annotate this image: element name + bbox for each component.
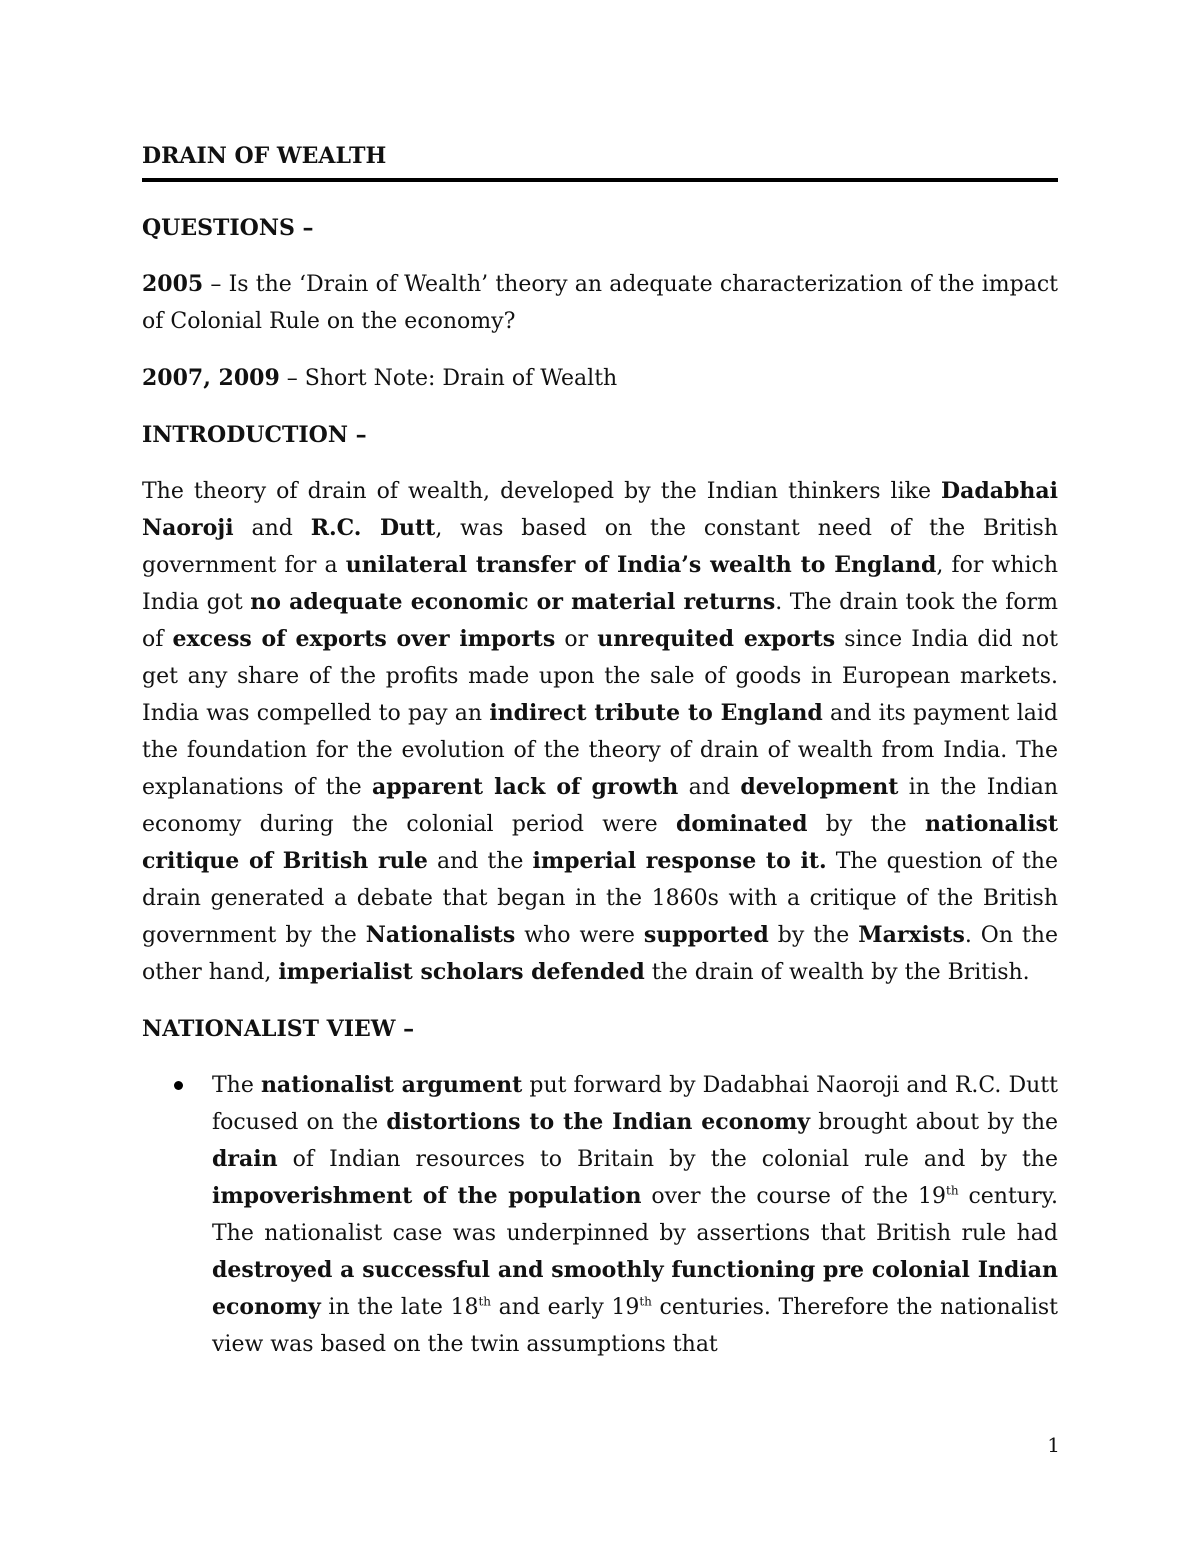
text-run: since India did not get any share of the profits made upon the sale of goods in European markets. India was compelled to pay an bbox=[142, 627, 1058, 726]
title-rule bbox=[142, 138, 1058, 182]
text-run: put forward by Dadabhai Naoroji and R.C. Dutt focused on the bbox=[212, 1073, 1058, 1135]
bold-run: imperialist scholars defended bbox=[278, 959, 645, 985]
bold-run: drain bbox=[212, 1146, 278, 1172]
document-page bbox=[142, 138, 1058, 1363]
list-item bbox=[142, 1067, 1058, 1363]
text-run: and bbox=[678, 775, 741, 800]
text-run: century. The nationalist case was underpinned by assertions that British rule had bbox=[212, 1184, 1058, 1246]
question-2007-2009 bbox=[142, 360, 1058, 397]
bold-run: Dadabhai Naoroji bbox=[142, 478, 1058, 541]
text-run: brought about by the bbox=[810, 1110, 1059, 1135]
superscript: th bbox=[946, 1183, 959, 1198]
question-text: – Short Note: Drain of Wealth bbox=[279, 366, 618, 391]
nationalist-view-list bbox=[142, 1067, 1058, 1363]
bold-run: Nationalists bbox=[365, 922, 516, 948]
text-run: and its payment laid the foundation for the evolution of the theory of drain of wealth from India. The explanations of the bbox=[142, 701, 1058, 800]
text-run: by the bbox=[807, 812, 926, 837]
text-run: , for which India got bbox=[142, 553, 1059, 615]
bold-run: development bbox=[740, 774, 899, 800]
bold-run: apparent lack of growth bbox=[372, 774, 679, 800]
bold-run: dominated bbox=[675, 811, 808, 837]
document-title: DRAIN OF WEALTH bbox=[142, 143, 387, 169]
text-run: . The drain took the form of bbox=[142, 590, 1058, 652]
bullet-icon bbox=[174, 1081, 183, 1090]
text-run: over the course of the 19 bbox=[641, 1184, 946, 1209]
text-run: of Indian resources to Britain by the colonial rule and by the bbox=[277, 1147, 1058, 1172]
bold-run: destroyed a successful and smoothly functioning pre colonial Indian economy bbox=[212, 1257, 1058, 1320]
bold-run: R.C. Dutt bbox=[310, 515, 436, 541]
nationalist-view-heading: NATIONALIST VIEW – bbox=[142, 1016, 415, 1042]
introduction-heading: INTRODUCTION – bbox=[142, 422, 367, 448]
question-year: 2005 bbox=[142, 271, 204, 297]
superscript: th bbox=[639, 1294, 652, 1309]
text-run: or bbox=[555, 627, 598, 652]
question-year: 2007, 2009 bbox=[142, 365, 280, 391]
questions-heading: QUESTIONS – bbox=[142, 215, 314, 241]
bold-run: Marxists bbox=[858, 922, 965, 948]
question-text: – Is the ‘Drain of Wealth’ theory an adequate characterization of the impact of Colonial Rule on the economy? bbox=[142, 272, 1058, 334]
text-run: and early 19 bbox=[491, 1295, 640, 1320]
text-run: The bbox=[212, 1073, 261, 1098]
text-run: . On the other hand, bbox=[142, 923, 1058, 985]
text-run: in the Indian economy during the colonial period were bbox=[142, 775, 1058, 837]
text-run: who were bbox=[515, 923, 644, 948]
text-run: the drain of wealth by the British. bbox=[644, 960, 1030, 985]
text-run: and the bbox=[427, 849, 533, 874]
text-run: in the late 18 bbox=[320, 1295, 479, 1320]
bold-run: supported bbox=[643, 922, 769, 948]
text-run: The question of the drain generated a debate that began in the 1860s with a critique of the British government by the bbox=[142, 849, 1058, 948]
page-number: 1 bbox=[1047, 1433, 1060, 1457]
bold-run: imperial response to it. bbox=[532, 848, 827, 874]
superscript: th bbox=[478, 1294, 492, 1309]
bold-run: nationalist argument bbox=[260, 1072, 523, 1098]
bold-run: impoverishment of the population bbox=[212, 1183, 642, 1209]
text-run: centuries. Therefore the nationalist view was based on the twin assumptions that bbox=[212, 1295, 1058, 1357]
bold-run: distortions to the Indian economy bbox=[386, 1109, 811, 1135]
bold-run: unilateral transfer of India’s wealth to England bbox=[345, 552, 937, 578]
text-run: by the bbox=[768, 923, 859, 948]
text-run: , was based on the constant need of the British government for a bbox=[142, 516, 1059, 578]
bold-run: no adequate economic or material returns bbox=[250, 589, 776, 615]
bold-run: nationalist critique of British rule bbox=[142, 811, 1058, 874]
question-2005 bbox=[142, 266, 1058, 340]
bold-run: unrequited exports bbox=[597, 626, 836, 652]
text-run: and bbox=[233, 516, 311, 541]
bold-run: excess of exports over imports bbox=[172, 626, 556, 652]
text-run: The theory of drain of wealth, developed by the Indian thinkers like bbox=[142, 479, 942, 504]
introduction-paragraph bbox=[142, 473, 1058, 991]
bold-run: indirect tribute to England bbox=[489, 700, 823, 726]
